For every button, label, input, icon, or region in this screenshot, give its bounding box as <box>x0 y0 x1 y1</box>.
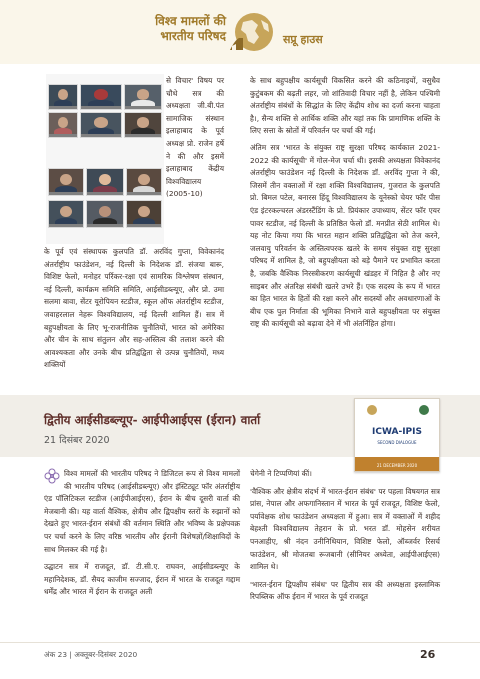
participant-photo <box>126 168 162 196</box>
paragraph: के पूर्व एवं संस्थापक कुलपति डॉ. अरविंद गुप्ता, विवेकानंद अंतर्राष्ट्रीय फाउंडेशन, नई दिल्ली के निदेशक डॉ. संजया बारू, विशिष्ट फेलो, मनोहर पर्रिकर-रक्षा एवं सामरिक विश्लेषण संस्थान, नई दिल्ली, कार्यक्रम समिति समिति, आईसीडब्ल्यूए, और प्रो. उमा सलमा बावा, सेंटर यूरोपियन स्टडीज, स्कूल ऑफ अंतर्राष्ट्रीय स्टडीज, जवाहरलाल नेहरू विश्वविद्यालय, नई दिल्ली शामिल हैं। सत्र में बहुपक्षीयता के लिए भू-राजनीतिक चुनौतियों, भारत को अमेरिका और चीन के साथ संतुलन और सह-अस्तित्व की तलाश करने की आवश्यकता और उनके बीच प्रतिद्वंद्विता से उत्पन्न चुनौतियों, मध्य शक्तियों <box>44 247 224 370</box>
globe-logo-icon <box>228 8 276 56</box>
participant-photo <box>48 112 78 138</box>
participant-photo <box>86 200 124 228</box>
organization-name-line1: विश्व मामलों की <box>155 14 226 28</box>
webinar-screenshot-collage <box>46 74 164 244</box>
participant-photo <box>80 84 122 110</box>
paragraph: चेगेनी ने टिप्पणियां कीं। <box>250 469 312 478</box>
participant-photo <box>48 200 84 228</box>
article-text-column-e <box>250 468 440 604</box>
participant-photo <box>48 168 84 196</box>
article-text-column-d <box>44 468 240 599</box>
organization-name-line2: भारतीय परिषद <box>160 29 226 43</box>
article-text-column-c <box>250 75 440 331</box>
paragraph: के साथ बहुपक्षीय कार्यसूची विकसित करने की कठिनाइयों, वसुधैव कुटुंबकम की बढ़ती लहर, जो शांतिवादी विचार नहीं है, लेकिन पश्चिमी अंतर्राष्ट्रीय संबंधों के सिद्धांत के लिए केंद्रीय शोध का दर्जा करना चाहता है।, सैन्य शक्ति से आर्थिक शक्ति और यहां तक कि प्रामाणिक शक्ति के लिए सत्ता के स्रोतों में परिवर्तन पर चर्चा की गई। <box>250 76 440 136</box>
sapru-house-label: सप्रू हाउस <box>283 33 323 46</box>
flower-ornament-icon <box>44 468 60 484</box>
organization-name <box>142 14 226 44</box>
participant-photo <box>124 112 162 138</box>
cover-date: 21 DECEMBER 2020 <box>376 463 418 468</box>
paragraph: से विचार' विषय पर चौथे सत्र की अध्यक्षता जी.बी.पंत सामाजिक संस्थान इलाहाबाद के पूर्व अध्यक्ष प्रो. राजेन हर्षे ने की और इसमें इलाहाबाद केंद्रीय विश्वविद्यालय (2005-10) <box>166 76 224 199</box>
issue-label: अंक 23 | अक्तूबर-दिसंबर 2020 <box>44 650 138 659</box>
paragraph: उद्घाटन सत्र में राजदूत, डॉ. टी.सी.ए. राघवन, आईसीडब्ल्यूए के महानिदेशक, डॉ. सैयद काजीम सज्जाद, ईरान में भारत के राजदूत गद्दाम धर्मेंद्र और भारत में ईरान के राजदूत अली <box>44 562 240 597</box>
paragraph: 'वैश्विक और क्षेत्रीय संदर्भ में भारत-ईरान संबंध' पर पहला विषयगत सत्र प्रांस, नेपाल और अफगानिस्तान में भारत के पूर्व राजदूत, विशिष्ट फेलो, पर्यावेक्षक शोध फाउंडेशन अध्यक्षता में हुआ। सत्र में वक्ताओं में शहीद बेहश्ती विश्वविद्यालय तेहरान के प्रो. भरत डॉ. मोहसेन शरीयत पनआहीए, श्री नंदन उनीनिथियान, विशिष्ट फेलो, ऑब्जर्वर रिसर्च फाउंडेशन, श्री मोजतबा रूजबानी (सीनियर अध्येता, आईपीआईएस) शामिल थे। <box>250 486 440 572</box>
cover-title: ICWA-IPIS <box>372 427 422 437</box>
section-title: द्वितीय आईसीडब्ल्यूए- आईपीआईएस (ईरान) वार्ता <box>44 413 261 427</box>
participant-photo <box>48 84 78 110</box>
footer-divider <box>0 642 480 643</box>
participant-photo <box>86 168 124 196</box>
dialogue-cover-image <box>354 398 440 472</box>
participant-photo <box>80 112 122 138</box>
participant-photo <box>124 84 162 110</box>
page-number: 26 <box>420 648 436 661</box>
partner-logos <box>355 403 439 417</box>
section-date: 21 दिसंबर 2020 <box>44 435 110 446</box>
icwa-logo-icon <box>367 405 377 415</box>
article-text-column-b <box>44 246 224 372</box>
article-text-column-a <box>166 75 224 201</box>
paragraph: विश्व मामलों की भारतीय परिषद ने डिजिटल रूप से विश्व मामलों की भारतीय परिषद (आईसीडब्ल्यूए) और इंस्टिट्यूट फॉर अंतर्राष्ट्रीय एंड पॉलिटिकल स्टडीज (आईपीआईएस), ईरान के बीच दूसरी वार्ता की मेजबानी की। यह वार्ता वैश्विक, क्षेत्रीय और द्विपक्षीय स्तरों के रुझानों को देखते हुए भारत-ईरान संबंधों की वर्तमान स्थिति और भविष्य के प्रक्षेपवक्र पर चर्चा करने के लिए वरिष्ठ भारतीय और ईरानी विशेषज्ञों/शिक्षाविदों के साथ मिलकर की गई है। <box>44 469 240 554</box>
participant-photo <box>126 200 162 228</box>
page-header <box>0 0 480 64</box>
ipis-logo-icon <box>419 405 429 415</box>
cover-subtitle: SECOND DIALOGUE <box>377 440 417 445</box>
paragraph: 'भारत-ईरान द्विपक्षीय संबंध' पर द्वितीय सत्र की अध्यक्षता इस्लामिक रिपब्लिक ऑफ ईरान में भारत के पूर्व राजदूत <box>250 579 440 602</box>
paragraph: अंतिम सत्र 'भारत के संयुक्त राष्ट्र सुरक्षा परिषद कार्यकाल 2021-2022 की कार्यसूची' में गोल-मेज चर्चा थी। इसकी अध्यक्षता विवेकानंद अंतर्राष्ट्रीय फाउंडेशन नई दिल्ली के निदेशक डॉ. अरविंद गुप्ता ने की, जिसमें तीन वक्ताओं में रक्षा शक्ति विश्वविद्यालय, गुजरात के कुलपति प्रो. बिमल पटेल, बनारस हिंदू विश्वविद्यालय के यूनेस्को चेयर फॉर पीस एंड इंटरकल्चरल अंडरस्टैंडिंग के प्रो. प्रियंकार उपाध्याय, सेंटर फॉर एयर पावर स्टडीज, नई दिल्ली के प्रतिष्ठित फेलो डॉ. मनप्रीत सेठी शामिल थे। यह नोट किया गया कि भारत महान शक्ति प्रतिद्वंद्विता को तेज करने, जलवायु परिवर्तन के अस्तित्वपरक खतरे के समय संयुक्त राष्ट्र सुरक्षा परिषद में शामिल है, जो बहुपक्षीयता को बड़े पैमाने पर प्रभावित करता है, जबकि वैश्विक निरस्त्रीकरण कार्यसूची खंडहर में निहित है और नए साइबर और अंतरिक्ष संबंधी खतरे उभरे हैं। एक सदस्य के रूप में भारत का हित भारत के हितों की रक्षा करने और सदस्यों और अवधारणाओं के बीच एक पुल निर्माता की भूमिका निभाने वाले बहुपक्षीयता पर संयुक्त राष्ट्र की कार्यसूची को बढ़ावा देने में भी अंतर्निहित होगा। <box>250 142 440 329</box>
